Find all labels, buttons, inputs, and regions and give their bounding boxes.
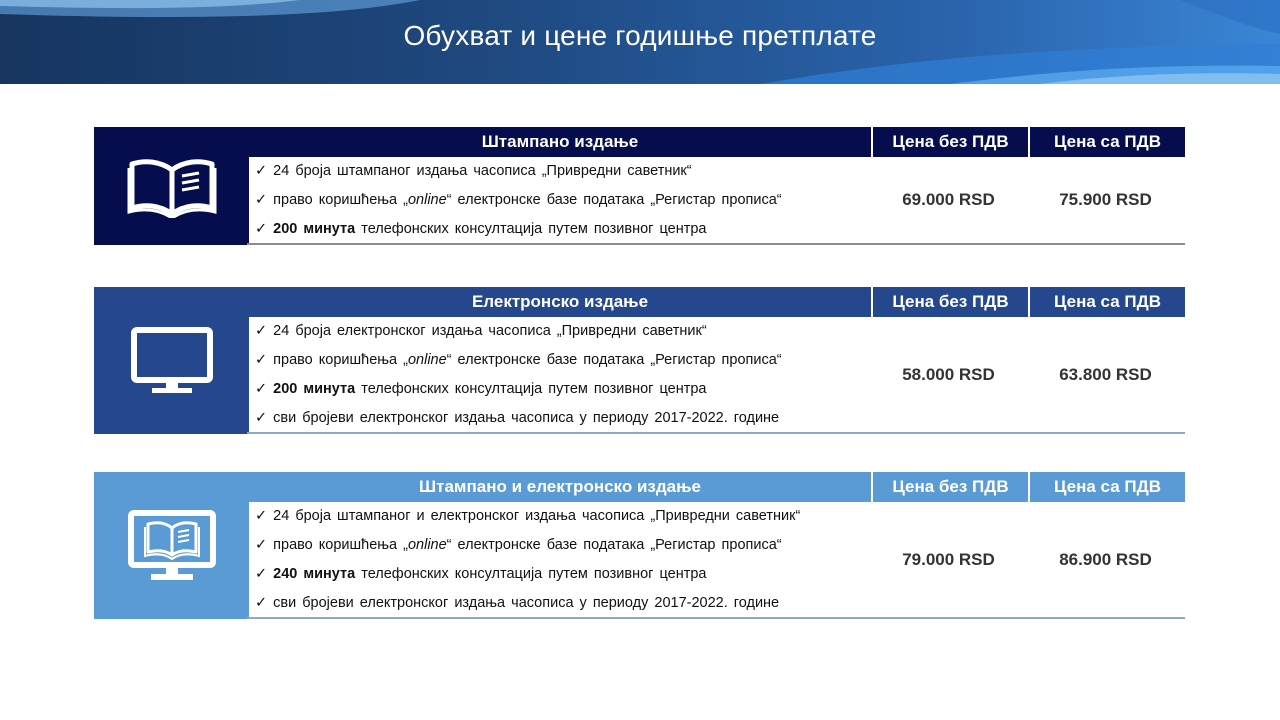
col-price-with-vat: Цена са ПДВ [1028, 127, 1185, 157]
block-title: Штампано и електронско издање [249, 472, 871, 502]
check-icon: ✓ [255, 409, 268, 426]
offer-block-electronic [94, 287, 1185, 434]
price-with-vat: 75.900 RSD [1059, 190, 1152, 209]
check-icon: ✓ [255, 191, 268, 208]
feature-item: ✓ право коришћења „online“ електронске базе података „Регистар прописа“ [255, 191, 782, 208]
feature-item: ✓ 200 минута телефонских консултација путем позивног центра [255, 380, 707, 397]
col-price-without-vat: Цена без ПДВ [871, 287, 1028, 317]
col-price-without-vat: Цена без ПДВ [871, 472, 1028, 502]
feature-item: ✓ сви бројеви електронског издања часописа у периоду 2017-2022. године [255, 409, 780, 426]
feature-item: ✓ право коришћења „online“ електронске базе података „Регистар прописа“ [255, 537, 782, 554]
feature-item: ✓ право коришћења „online“ електронске базе података „Регистар прописа“ [255, 352, 782, 369]
feature-item: ✓ 24 броја штампаног издања часописа „Привредни саветник“ [255, 163, 692, 180]
page-title: Обухват и цене годишње претплате [403, 20, 877, 51]
price-without-vat: 69.000 RSD [902, 190, 995, 209]
monitor-book-icon [126, 508, 218, 584]
offer-block-print [94, 127, 1185, 245]
offer-block-combined [94, 472, 1185, 619]
col-price-without-vat: Цена без ПДВ [871, 127, 1028, 157]
monitor-icon [130, 326, 214, 396]
feature-item: ✓ 24 броја електронског издања часописа „Привредни саветник“ [255, 323, 707, 340]
block-body [247, 317, 1185, 434]
feature-list [247, 502, 867, 617]
header-banner [0, 0, 1280, 84]
feature-item: ✓ 200 минута телефонских консултација путем позивног центра [255, 220, 707, 237]
block-title: Електронско издање [249, 287, 871, 317]
feature-item: ✓ сви бројеви електронског издања часописа у периоду 2017-2022. године [255, 594, 780, 611]
icon-panel [94, 287, 249, 434]
feature-list [247, 157, 867, 243]
check-icon: ✓ [255, 352, 268, 369]
block-header [249, 287, 1185, 317]
price-with-vat: 63.800 RSD [1059, 364, 1152, 384]
price-with-vat: 86.900 RSD [1059, 549, 1152, 569]
check-icon: ✓ [255, 163, 268, 180]
block-title: Штампано издање [249, 127, 871, 157]
feature-item: ✓ 240 минута телефонских консултација путем позивног центра [255, 565, 707, 582]
icon-panel [94, 472, 249, 619]
check-icon: ✓ [255, 508, 268, 525]
col-price-with-vat: Цена са ПДВ [1028, 287, 1185, 317]
check-icon: ✓ [255, 537, 268, 554]
icon-panel [94, 127, 249, 245]
price-without-vat: 58.000 RSD [902, 364, 995, 384]
check-icon: ✓ [255, 380, 268, 397]
price-without-vat: 79.000 RSD [902, 549, 995, 569]
check-icon: ✓ [255, 565, 268, 582]
feature-item: ✓ 24 броја штампаног и електронског издања часописа „Привредни саветник“ [255, 508, 801, 525]
block-body [247, 157, 1185, 245]
check-icon: ✓ [255, 323, 268, 340]
check-icon: ✓ [255, 594, 268, 611]
block-header [249, 472, 1185, 502]
check-icon: ✓ [255, 220, 268, 237]
feature-list [247, 317, 867, 432]
block-body [247, 502, 1185, 619]
block-header [249, 127, 1185, 157]
col-price-with-vat: Цена са ПДВ [1028, 472, 1185, 502]
book-icon [127, 154, 217, 218]
